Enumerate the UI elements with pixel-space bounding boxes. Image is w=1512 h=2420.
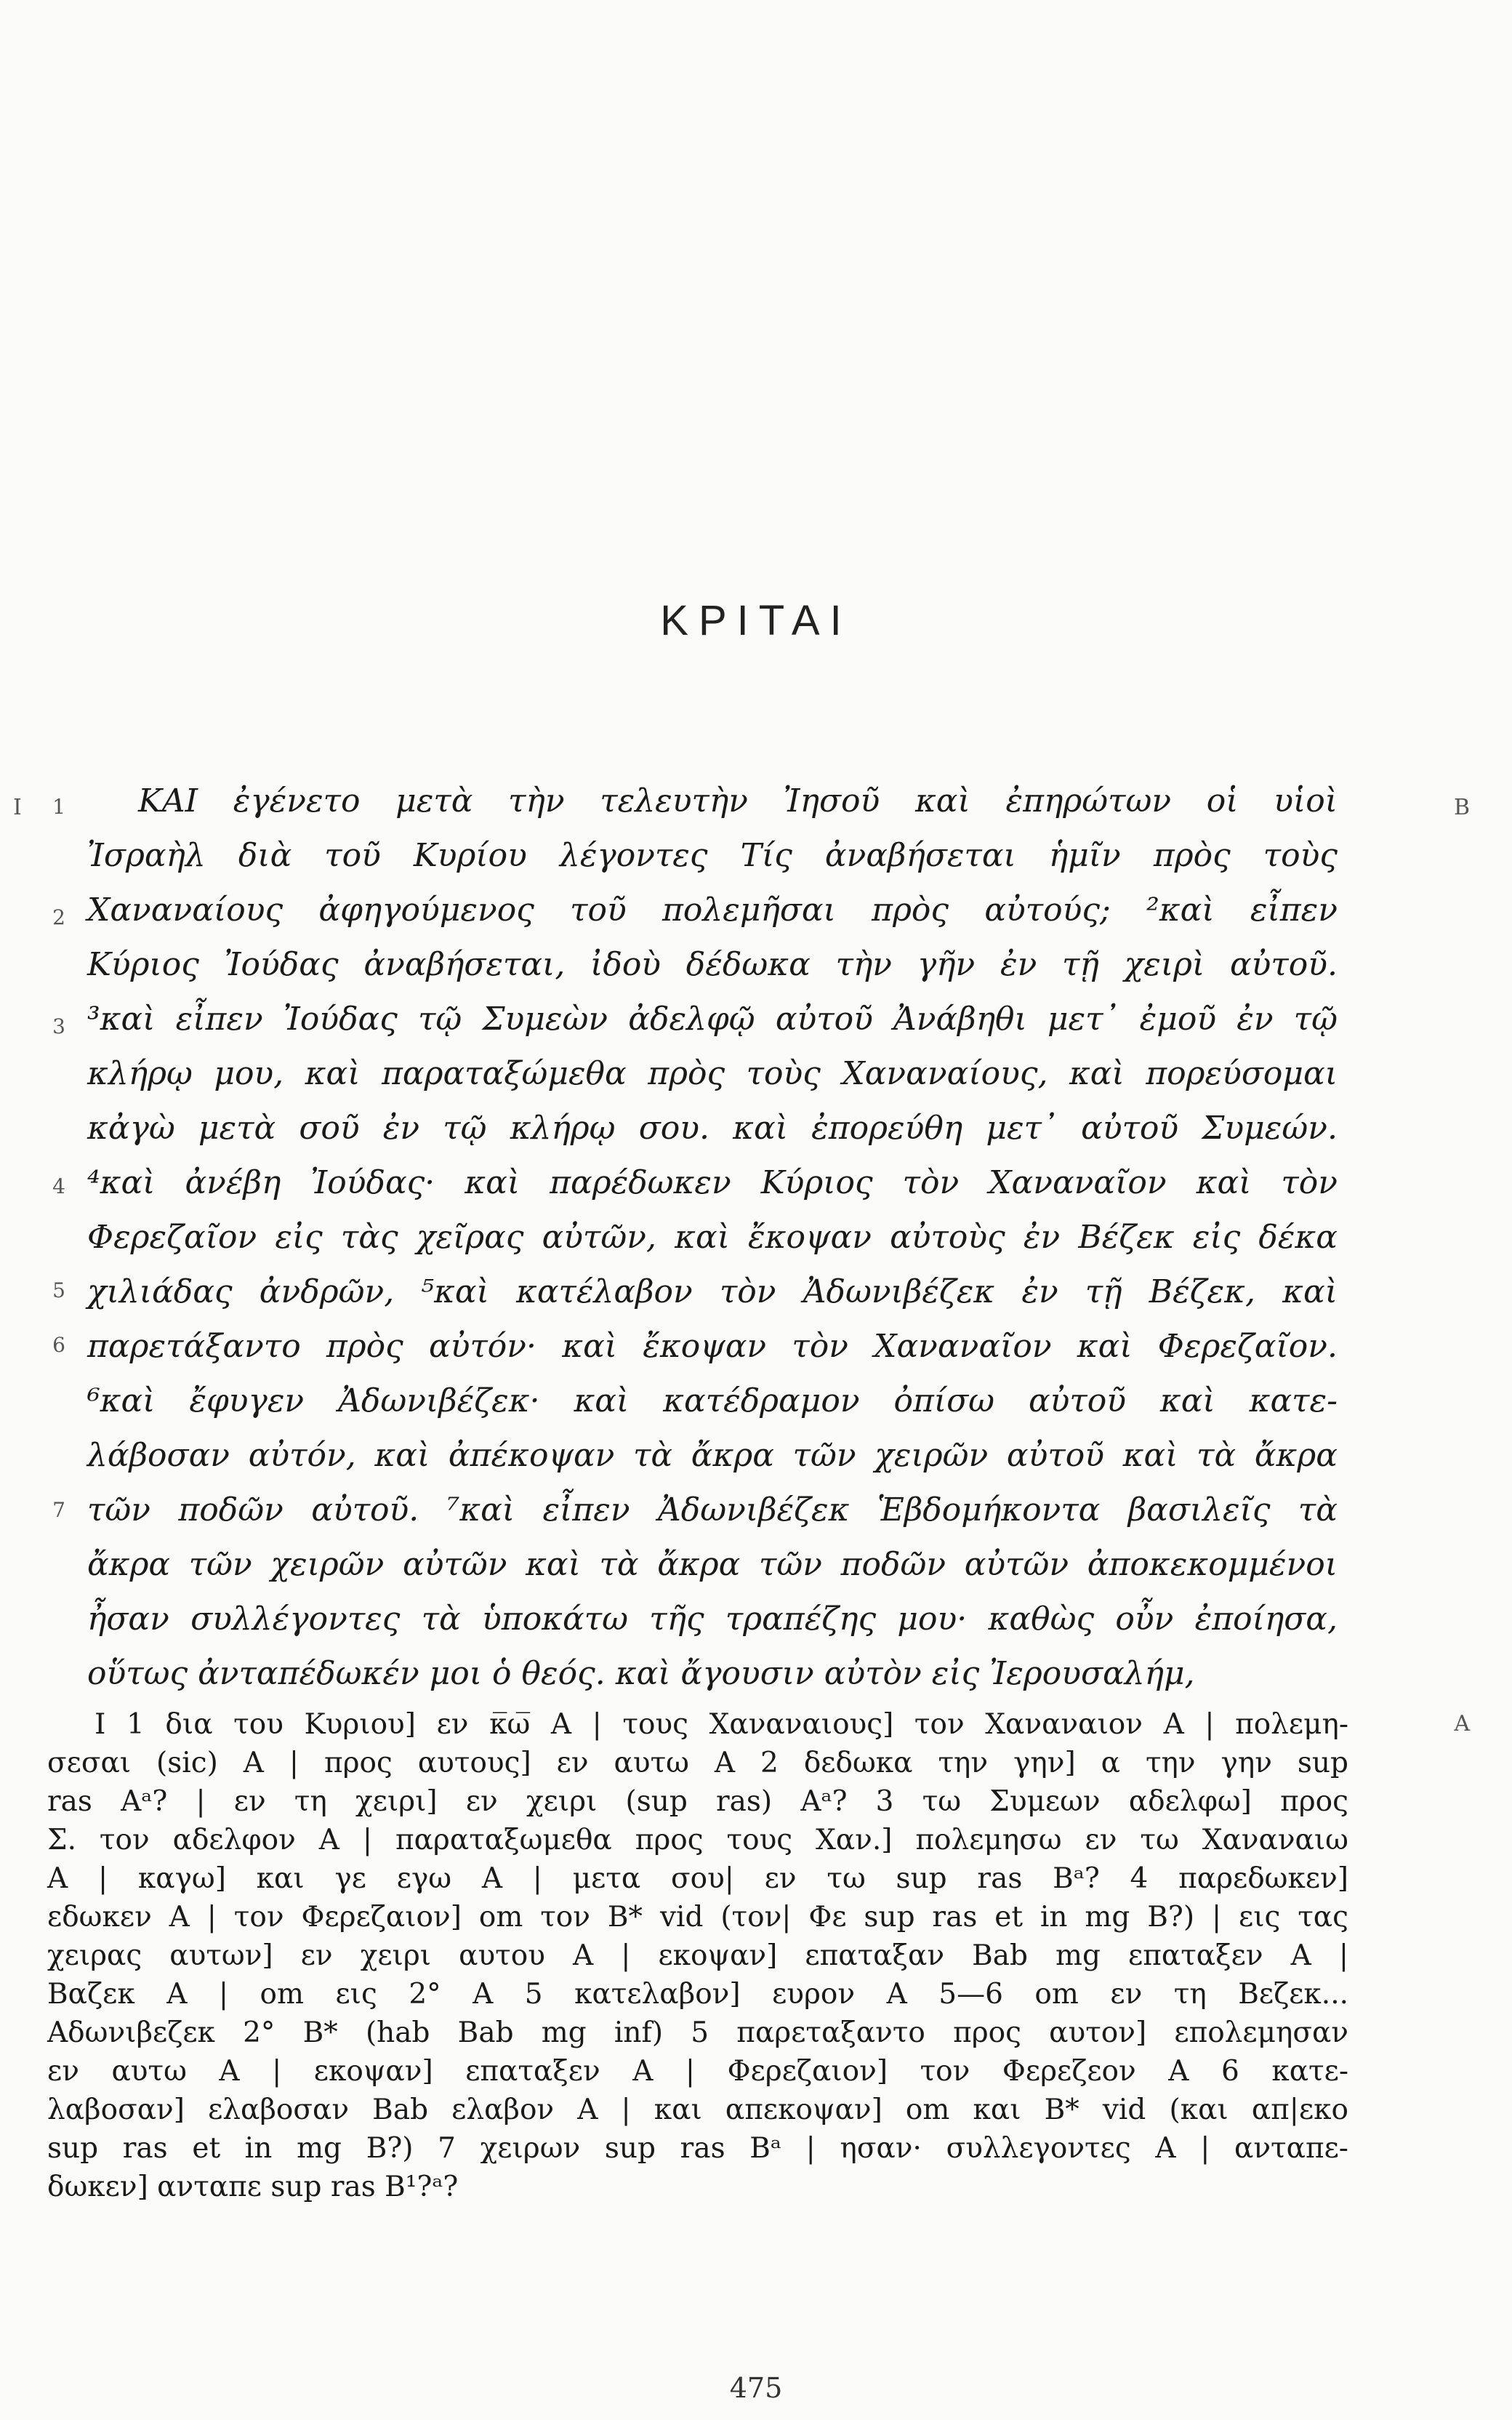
verse-number: 2 xyxy=(52,905,65,929)
verse-number: 7 xyxy=(52,1498,65,1522)
main-text-line: ⁶καὶ ἔφυγεν Ἀδωνιβέζεκ· καὶ κατέδραμον ὀπίσω αὐτοῦ καὶ κατε- xyxy=(87,1382,1338,1419)
main-text-line: ἦσαν συλλέγοντες τὰ ὑποκάτω τῆς τραπέζης μου· καθὼς οὖν ἐποίησα, xyxy=(87,1600,1338,1638)
apparatus-line: λαβοσαν] ελαβοσαν Bab ελαβον A | και απεκοψαν] om και B* vid (και απ|εκο xyxy=(47,2094,1348,2126)
main-text-line: ΚΑΙ ἐγένετο μετὰ τὴν τελευτὴν Ἰησοῦ καὶ ἐπηρώτων οἱ υἱοὶ xyxy=(138,782,1338,820)
verse-number: 1 xyxy=(52,795,65,819)
apparatus-line: ras Aᵃ? | εν τη χειρι] εν χειρι (sup ras) Aᵃ? 3 τω Συμεων αδελφω] προς xyxy=(47,1785,1348,1818)
main-text-line: ἄκρα τῶν χειρῶν αὐτῶν καὶ τὰ ἄκρα τῶν ποδῶν αὐτῶν ἀποκεκομμένοι xyxy=(87,1546,1338,1583)
margin-sigla-main: B xyxy=(1453,795,1470,820)
main-text-line: Ἰσραὴλ διὰ τοῦ Κυρίου λέγοντες Τίς ἀναβήσεται ἡμῖν πρὸς τοὺς xyxy=(87,837,1338,874)
apparatus-line: Αδωνιβεζεκ 2° B* (hab Bab mg inf) 5 παρεταξαντο προς αυτον] επολεμησαν xyxy=(47,2016,1348,2049)
main-text-line: λάβοσαν αὐτόν, καὶ ἀπέκοψαν τὰ ἄκρα τῶν χειρῶν αὐτοῦ καὶ τὰ ἄκρα xyxy=(87,1437,1338,1474)
main-text-line: Χαναναίους ἀφηγούμενος τοῦ πολεμῆσαι πρὸς αὐτούς; ²καὶ εἶπεν xyxy=(87,892,1338,929)
apparatus-line: Βαζεκ A | om εις 2° A 5 κατελαβον] ευρον A 5—6 om εν τη Βεζεκ... xyxy=(47,1978,1348,2011)
main-text-line: Κύριος Ἰούδας ἀναβήσεται, ἰδοὺ δέδωκα τὴν γῆν ἐν τῇ χειρὶ αὐτοῦ. xyxy=(87,946,1338,983)
apparatus-line: δωκεν] ανταπε sup ras B¹?ᵃ? xyxy=(47,2171,459,2203)
verse-number: 4 xyxy=(52,1174,65,1198)
apparatus-line: sup ras et in mg B?) 7 χειρων sup ras Bᵃ | ησαν· συλλεγοντες A | ανταπε- xyxy=(47,2132,1348,2165)
apparatus-line: Σ. τον αδελφον A | παραταξωμεθα προς τους Χαν.] πολεμησω εν τω Χαναναιω xyxy=(47,1824,1348,1856)
main-text-line: Φερεζαῖον εἰς τὰς χεῖρας αὐτῶν, καὶ ἔκοψαν αὐτοὺς ἐν Βέζεκ εἰς δέκα xyxy=(87,1219,1338,1256)
apparatus-line: εδωκεν A | τον Φερεζαιον] om τον B* vid (τον| Φε sup ras et in mg B?) | εις τας xyxy=(47,1901,1348,1934)
apparatus-line: A | καγω] και γε εγω A | μετα σου| εν τω sup ras Bᵃ? 4 παρεδωκεν] xyxy=(47,1862,1348,1895)
book-title: ΚΡΙΤΑΙ xyxy=(660,597,852,644)
main-text-line: ³καὶ εἶπεν Ἰούδας τῷ Συμεὼν ἀδελφῷ αὐτοῦ Ἀνάβηθι μετ᾽ ἐμοῦ ἐν τῷ xyxy=(87,1001,1338,1038)
main-text-line: κλήρῳ μου, καὶ παραταξώμεθα πρὸς τοὺς Χαναναίους, καὶ πορεύσομαι xyxy=(87,1055,1338,1092)
main-text-line: τῶν ποδῶν αὐτοῦ. ⁷καὶ εἶπεν Ἀδωνιβέζεκ Ἑβδομήκοντα βασιλεῖς τὰ xyxy=(87,1491,1338,1528)
apparatus-line: χειρας αυτων] εν χειρι αυτου A | εκοψαν] επαταξαν Bab mg επαταξεν A | xyxy=(47,1939,1348,1972)
main-text-line: οὕτως ἀνταπέδωκέν μοι ὁ θεός. καὶ ἄγουσιν αὐτὸν εἰς Ἰερουσαλήμ, xyxy=(87,1655,1195,1692)
page-number: 475 xyxy=(729,2372,783,2404)
main-text-line: χιλιάδας ἀνδρῶν, ⁵καὶ κατέλαβον τὸν Ἀδωνιβέζεκ ἐν τῇ Βέζεκ, καὶ xyxy=(87,1273,1338,1310)
verse-number: 5 xyxy=(52,1278,65,1302)
verse-number: 3 xyxy=(52,1014,65,1038)
main-text-line: ⁴καὶ ἀνέβη Ἰούδας· καὶ παρέδωκεν Κύριος τὸν Χαναναῖον καὶ τὸν xyxy=(87,1164,1338,1201)
verse-number: 6 xyxy=(52,1333,65,1357)
apparatus-line: σεσαι (sic) A | προς αυτους] εν αυτω A 2 δεδωκα την γην] α την γην sup xyxy=(47,1747,1348,1779)
chapter-number: I xyxy=(13,795,22,820)
margin-sigla-apparatus: A xyxy=(1454,1711,1470,1736)
apparatus-line: εν αυτω A | εκοψαν] επαταξεν A | Φερεζαιον] τον Φερεζεον A 6 κατε- xyxy=(47,2055,1348,2088)
main-text-line: παρετάξαντο πρὸς αὐτόν· καὶ ἔκοψαν τὸν Χαναναῖον καὶ Φερεζαῖον. xyxy=(87,1328,1338,1365)
apparatus-line: I 1 δια του Κυριου] εν κ̅ω̅ A | τους Χαναναιους] τον Χαναναιον A | πολεμη- xyxy=(94,1708,1348,1741)
main-text-line: κἀγὼ μετὰ σοῦ ἐν τῷ κλήρῳ σου. καὶ ἐπορεύθη μετ᾽ αὐτοῦ Συμεών. xyxy=(87,1110,1338,1147)
